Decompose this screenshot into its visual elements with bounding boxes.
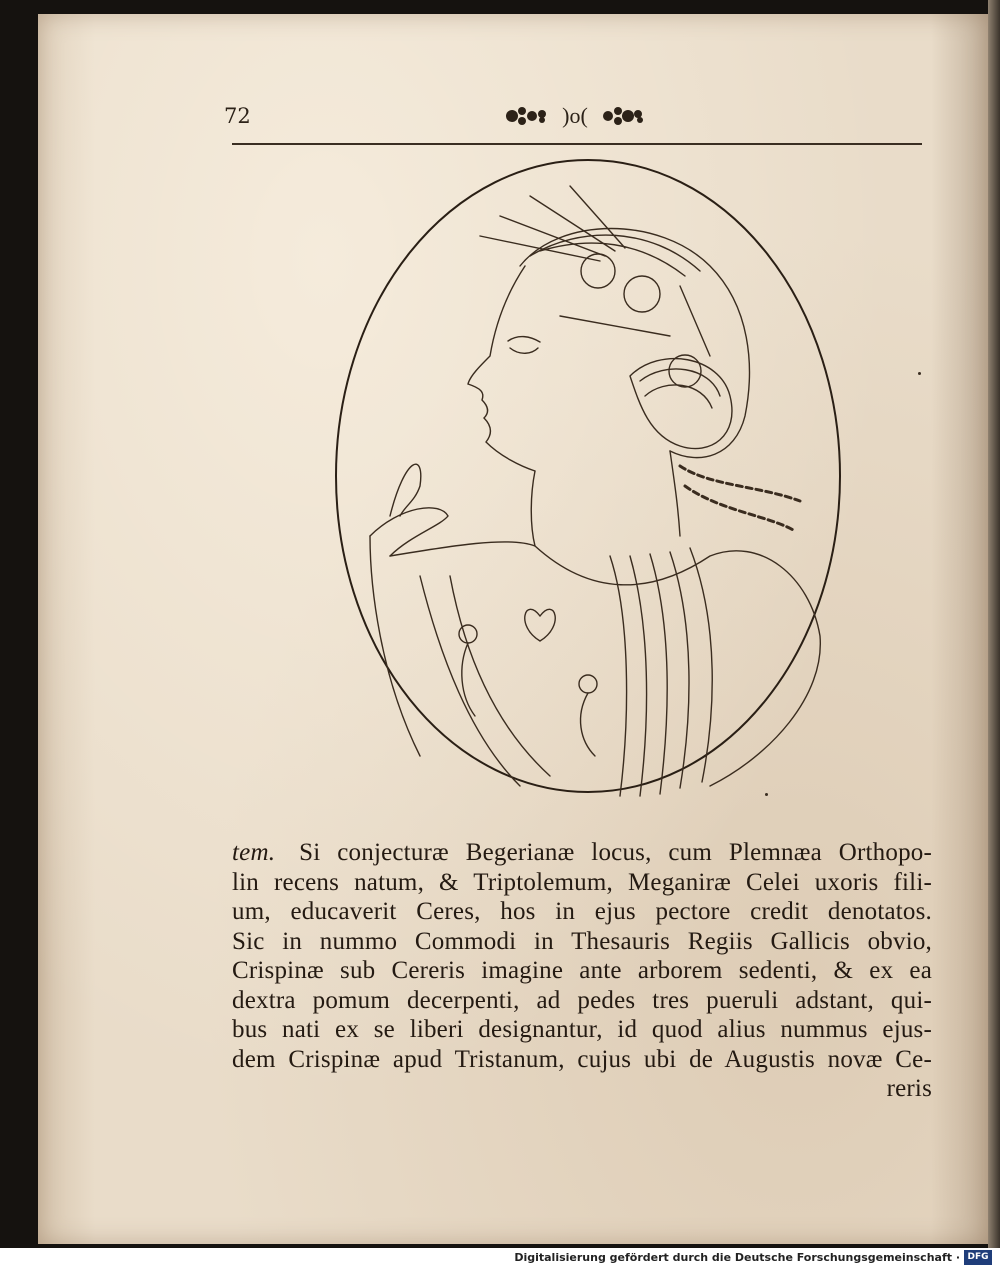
text-line-content: Si conjecturæ Begerianæ locus, cum Plemnæa Orthopo-	[299, 839, 932, 866]
ceres-portrait-engraving-icon	[330, 156, 850, 806]
ink-speck	[765, 793, 768, 796]
svg-text:)o(: )o(	[562, 103, 588, 128]
engraved-plate	[330, 156, 850, 806]
footer-credit: Digitalisierung gefördert durch die Deutsche Forschungsgemeinschaft ·	[514, 1251, 960, 1264]
text-line: bus nati ex se liberi designantur, id quod alius nummus ejus-	[232, 1016, 932, 1043]
lead-word: tem.	[232, 839, 276, 866]
page-edge	[988, 0, 1000, 1248]
header-ornament-icon	[500, 100, 650, 132]
text-line	[232, 838, 932, 868]
text-line: Crispinæ sub Cereris imagine ante arborem sedenti, & ex ea	[232, 957, 932, 984]
text-line: dextra pomum decerpenti, ad pedes tres pueruli adstant, qui-	[232, 986, 932, 1014]
page-number: 72	[224, 104, 251, 128]
dfg-logo: DFG	[964, 1250, 992, 1265]
catchword: reris	[886, 1075, 932, 1102]
text-line: lin recens natum, & Triptolemum, Meganiræ Celei uxoris fili-	[232, 868, 932, 896]
text-line: um, educaverit Ceres, hos in ejus pectore credit denotatos.	[232, 898, 932, 925]
text-line: Sic in nummo Commodi in Thesauris Regiis Gallicis obvio,	[232, 927, 932, 955]
ink-speck	[918, 372, 921, 375]
header-rule	[232, 143, 922, 145]
body-paragraph	[232, 838, 932, 1104]
text-line: dem Crispinæ apud Tristanum, cujus ubi de Augustis novæ Ce-	[232, 1045, 932, 1073]
